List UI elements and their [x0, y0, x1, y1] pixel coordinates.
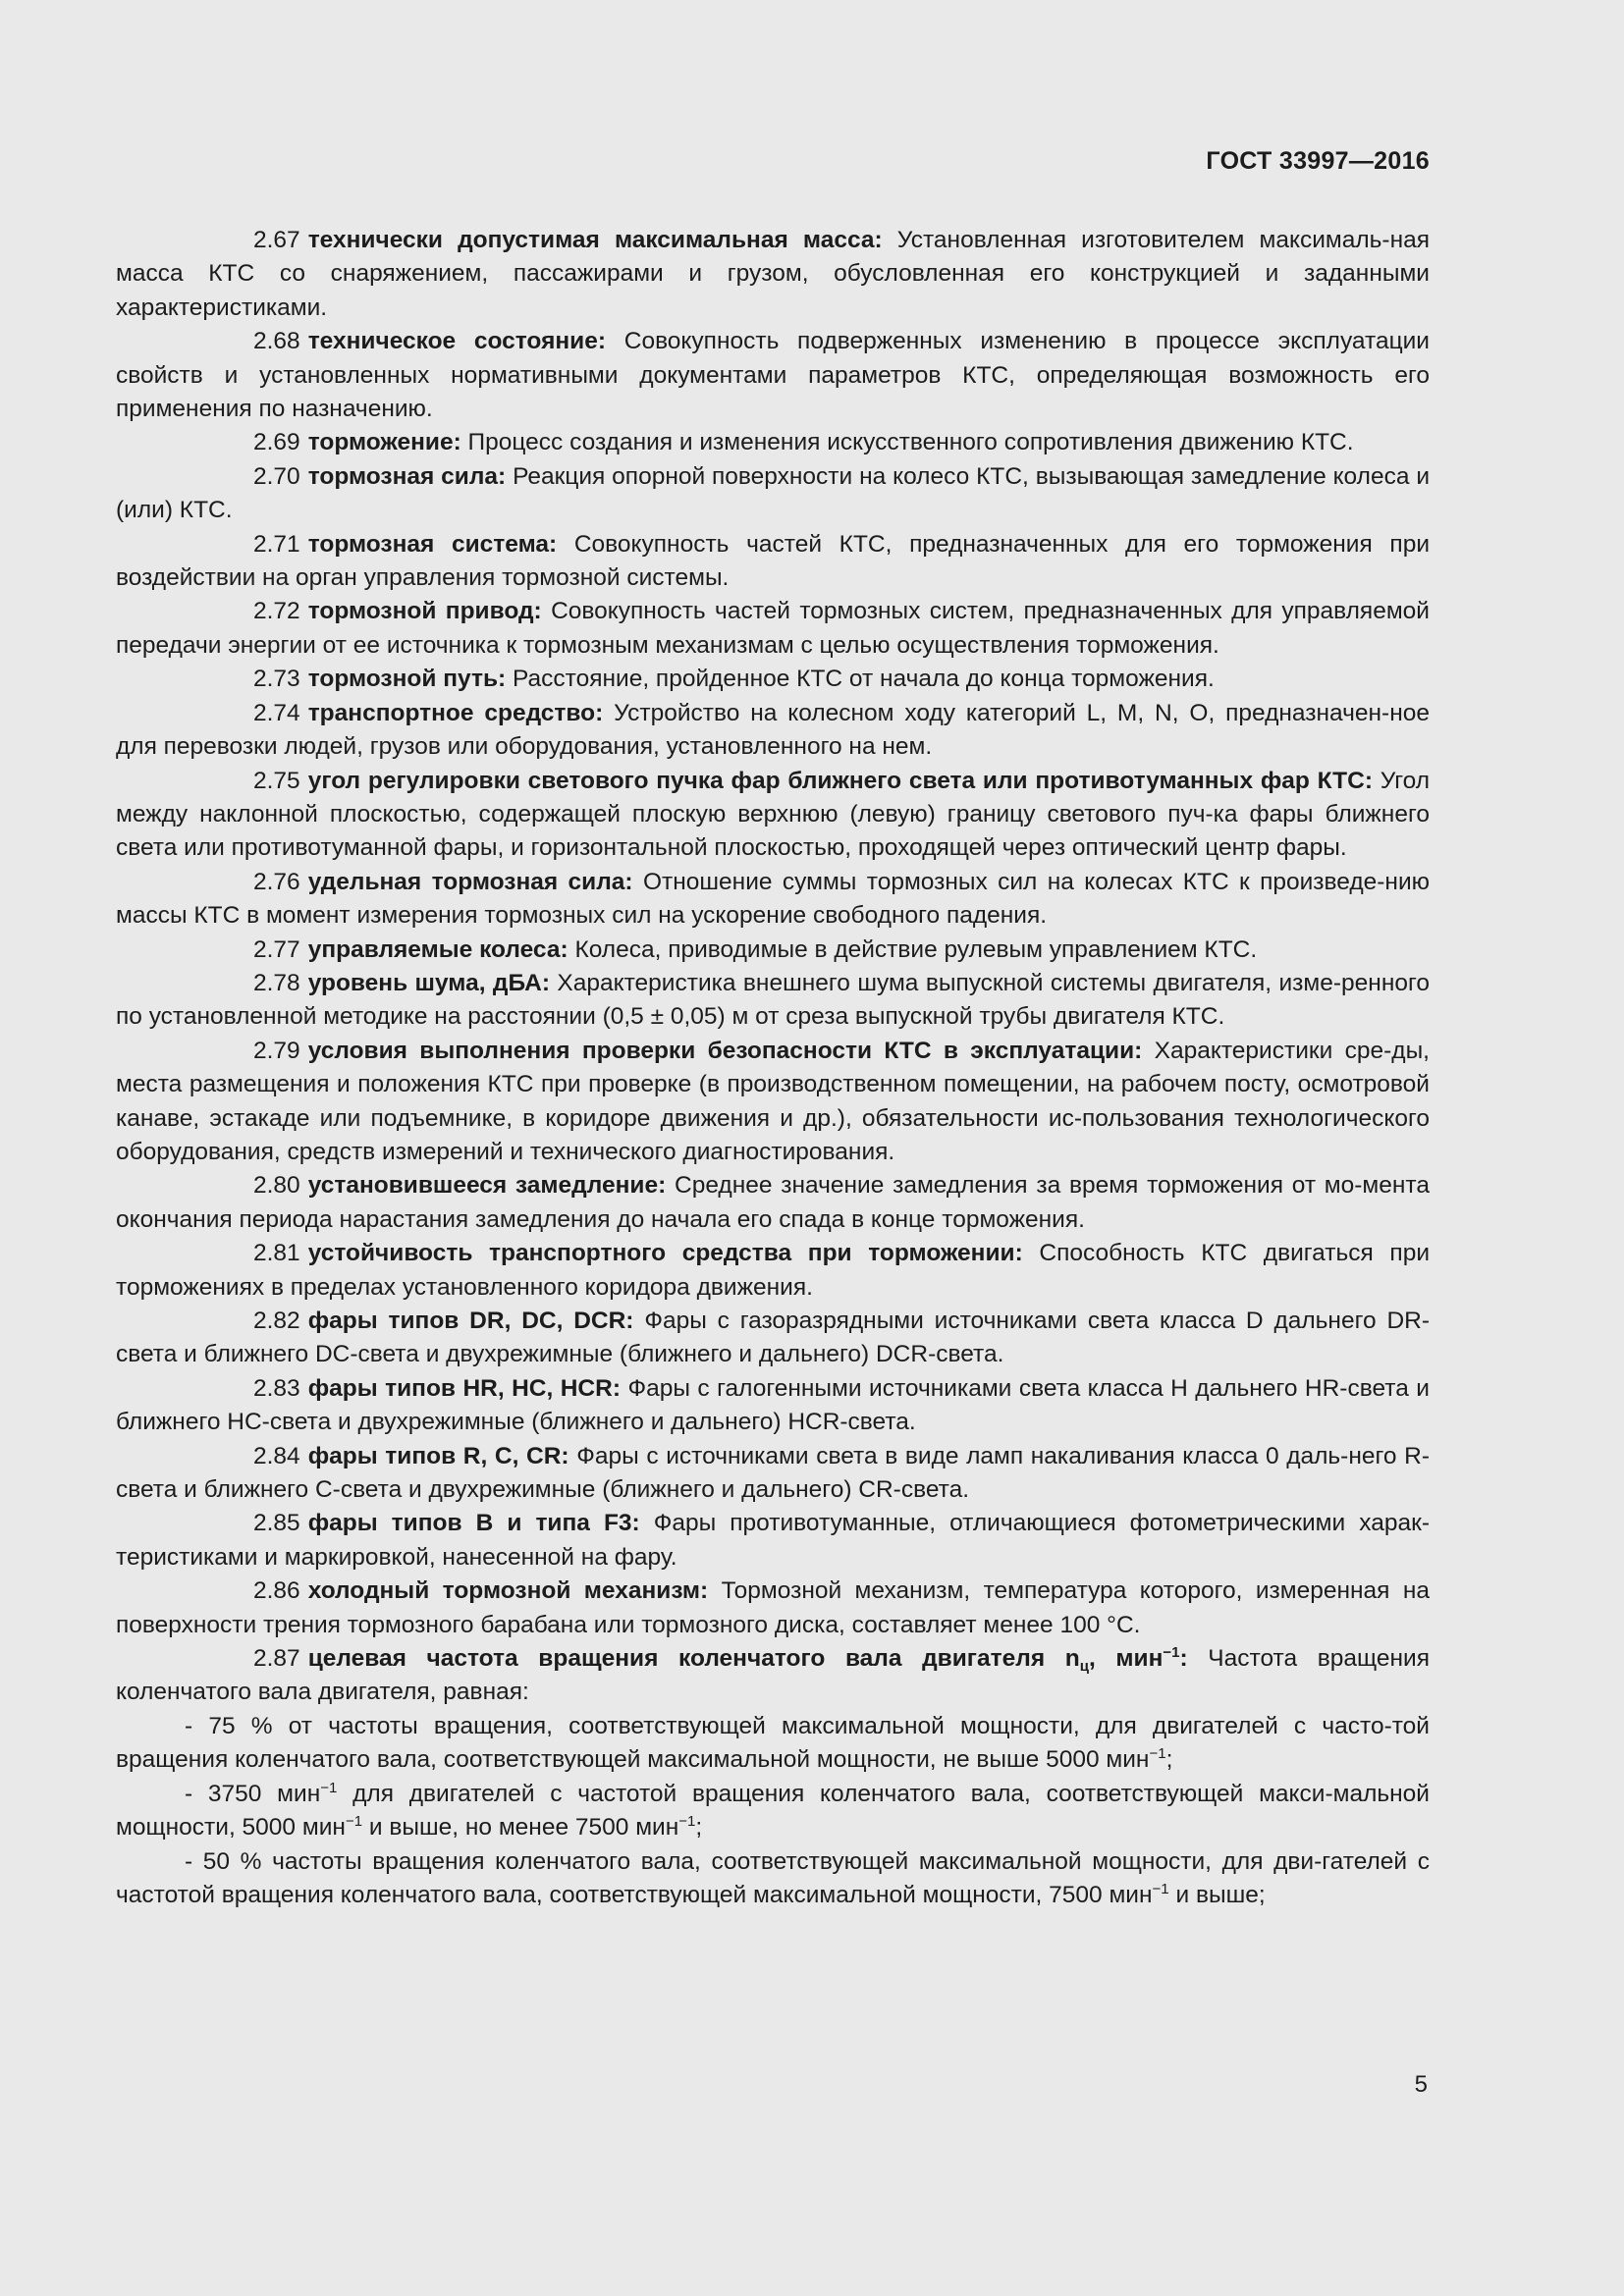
term-number: 2.82: [253, 1308, 300, 1334]
term-title: фары типов B и типа F3:: [307, 1510, 640, 1537]
term-title: холодный тормозной механизм:: [307, 1577, 709, 1605]
term-title: тормозная система:: [307, 530, 558, 558]
term-definition: Способность КТС двигаться при торможениях в пределах установленного коридора движения.: [116, 1240, 1430, 1301]
term-definition: Фары с источниками света в виде ламп накаливания класса 0 даль-него R-света и ближнего C-света и двухрежимные (ближнего и дальнего) CR-света.: [116, 1442, 1431, 1504]
page-number: 5: [1414, 2071, 1428, 2098]
term-subscript: ц: [1079, 1658, 1089, 1676]
superscript: −1: [1152, 1880, 1169, 1897]
term-entry: [116, 325, 1430, 426]
term-entries: [116, 224, 1430, 1642]
term-entry: [116, 1507, 1430, 1575]
term-number: 2.71: [253, 530, 300, 558]
term-number: 2.87: [253, 1645, 300, 1673]
term-superscript: −1: [1163, 1644, 1180, 1662]
term-number: 2.67: [253, 227, 300, 253]
term-entry: [116, 866, 1430, 934]
term-definition: Процесс создания и изменения искусственного сопротивления движению КТС.: [467, 429, 1354, 456]
term-definition: Характеристики сре-ды, места размещения и положения КТС при проверке (в производственном помещении, на рабочем посту, осмотровой канаве, эстакаде или подъемнике, в коридоре движения и др.), обязательности ис-пользования технологического оборудования, средств измерений и технического диагностирования.: [116, 1037, 1430, 1165]
list-item-text: для двигателей с частотой вращения коленчатого вала, соответствующей макси-мальной мощности, 5000 мин: [116, 1780, 1430, 1842]
term-entry: [116, 934, 1430, 967]
term-definition: Фары с газоразрядными источниками света класса D дальнего DR-света и ближнего DC-света и двухрежимные (ближнего и дальнего) DCR-света.: [116, 1308, 1430, 1368]
term-title: фары типов HR, HC, HCR:: [307, 1374, 621, 1402]
term-entry: [116, 967, 1430, 1035]
term-number: 2.81: [253, 1240, 300, 1267]
term-definition: Фары с галогенными источниками света класса H дальнего HR-света и ближнего HC-света и двухрежимные (ближнего и дальнего) HCR-света.: [116, 1374, 1430, 1436]
term-entry: [116, 1237, 1430, 1305]
list-item-text: - 3750 мин: [185, 1780, 321, 1807]
term-entry: [116, 224, 1430, 325]
term-entry: [116, 1440, 1430, 1508]
term-title: условия выполнения проверки безопасности КТС в эксплуатации:: [307, 1037, 1143, 1064]
list-item: [116, 1710, 1430, 1778]
list-item-text: - 75 % от частоты вращения, соответствующей максимальной мощности, для двигателей с часто-той вращения коленчатого вала, соответствующей максимальной мощности, не выше 5000 мин: [116, 1712, 1430, 1774]
list-item-text: и выше, но менее 7500 мин: [362, 1814, 679, 1842]
term-title-part: целевая частота вращения коленчатого вала двигателя n: [307, 1645, 1080, 1673]
term-definition: Установленная изготовителем максималь-ная масса КТС со снаряжением, пассажирами и грузом, обусловленная его конструкцией и заданными характеристиками.: [116, 227, 1430, 321]
term-title: тормозной путь:: [307, 666, 507, 693]
term-entry: [116, 460, 1430, 528]
term-title: тормозная сила:: [307, 462, 507, 490]
term-title-part: :: [1179, 1645, 1188, 1673]
term-number: 2.86: [253, 1577, 300, 1605]
term-number: 2.76: [253, 868, 300, 895]
term-number: 2.69: [253, 429, 300, 456]
list-item: [116, 1845, 1430, 1913]
term-definition: Устройство на колесном ходу категорий L, M, N, O, предназначен-ное для перевозки людей, грузов или оборудования, установленного на нем.: [116, 699, 1430, 761]
term-number: 2.78: [253, 969, 300, 996]
term-entry: [116, 1575, 1430, 1642]
term-entry: [116, 1169, 1430, 1237]
term-entry-2-87: [116, 1642, 1430, 1710]
term-number: 2.83: [253, 1374, 300, 1402]
superscript: −1: [678, 1813, 696, 1831]
term-number: 2.75: [253, 767, 300, 794]
term-definition: Среднее значение замедления за время торможения от мо-мента окончания периода нарастания замедления до начала его спада в конце торможения.: [116, 1172, 1430, 1233]
terms-list: [116, 224, 1430, 1912]
term-number: 2.77: [253, 935, 300, 963]
term-definition: Отношение суммы тормозных сил на колесах КТС к произведе-нию массы КТС в момент измерения тормозных сил на ускорение свободного падения.: [116, 868, 1431, 930]
term-title: транспортное средство:: [307, 699, 604, 726]
term-title: техническое состояние:: [307, 328, 607, 355]
term-entry: [116, 697, 1430, 765]
term-title: фары типов R, C, CR:: [307, 1442, 569, 1469]
term-title: [307, 1644, 1188, 1676]
term-definition: Фары противотуманные, отличающиеся фотометрическими харак-теристиками и маркировкой, нанесенной на фару.: [116, 1510, 1430, 1571]
term-number: 2.85: [253, 1510, 300, 1537]
term-definition: Расстояние, пройденное КТС от начала до конца торможения.: [512, 666, 1215, 693]
term-title: угол регулировки светового пучка фар ближнего света или противотуманных фар КТС:: [307, 767, 1373, 794]
list-item: [116, 1778, 1430, 1845]
term-title: торможение:: [307, 429, 461, 456]
term-entry: [116, 663, 1430, 696]
term-definition: Совокупность частей тормозных систем, предназначенных для управляемой передачи энергии от ее источника к тормозным механизмам с целью осуществления торможения.: [116, 598, 1430, 659]
term-number: 2.72: [253, 598, 300, 625]
term-definition: Характеристика внешнего шума выпускной системы двигателя, изме-ренного по установленной методике на расстоянии (0,5 ± 0,05) м от среза выпускной трубы двигателя КТС.: [116, 969, 1431, 1031]
term-number: 2.84: [253, 1442, 300, 1469]
term-definition: Совокупность частей КТС, предназначенных для его торможения при воздействии на орган управления тормозной системы.: [116, 530, 1430, 592]
list-item-text: - 50 % частоты вращения коленчатого вала, соответствующей максимальной мощности, для дви-гателей с частотой вращения коленчатого вала, соответствующей максимальной мощности, 7500 мин: [116, 1847, 1430, 1908]
term-entry: [116, 595, 1430, 663]
term-entry: [116, 1305, 1430, 1372]
term-number: 2.70: [253, 462, 300, 490]
document-header: ГОСТ 33997—2016: [1206, 147, 1430, 175]
superscript: −1: [320, 1779, 338, 1796]
term-title: тормозной привод:: [307, 598, 542, 625]
superscript: −1: [1149, 1745, 1166, 1763]
term-title: фары типов DR, DC, DCR:: [307, 1308, 634, 1334]
term-definition: Угол между наклонной плоскостью, содержащей плоскую верхнюю (левую) границу светового пуч-ка фары ближнего света или противотуманной фары, и горизонтальной плоскостью, проходящей через оптический центр фары.: [116, 767, 1430, 862]
superscript: −1: [345, 1813, 363, 1831]
list-item-text: и выше;: [1168, 1881, 1266, 1908]
term-number: 2.68: [253, 328, 300, 355]
term-title: удельная тормозная сила:: [307, 868, 633, 895]
term-entry: [116, 765, 1430, 866]
term-title: уровень шума, дБА:: [307, 969, 550, 996]
term-entry: [116, 1372, 1430, 1440]
term-number: 2.80: [253, 1172, 300, 1200]
term-entry: [116, 426, 1430, 459]
term-number: 2.73: [253, 666, 300, 693]
term-title: установившееся замедление:: [307, 1172, 667, 1200]
term-number: 2.74: [253, 699, 300, 726]
term-title: устойчивость транспортного средства при торможении:: [307, 1240, 1023, 1267]
term-title: технически допустимая максимальная масса:: [307, 227, 883, 253]
term-entry: [116, 528, 1430, 596]
term-title: управляемые колеса:: [307, 935, 568, 963]
term-entry: [116, 1035, 1430, 1170]
list-item-text: ;: [695, 1814, 703, 1842]
term-definition: Реакция опорной поверхности на колесо КТС, вызывающая замедление колеса и (или) КТС.: [116, 462, 1431, 524]
term-definition: Совокупность подверженных изменению в процессе эксплуатации свойств и установленных нормативными документами параметров КТС, определяющая возможность его применения по назначению.: [116, 328, 1430, 423]
term-definition: Колеса, приводимые в действие рулевым управлением КТС.: [574, 935, 1258, 963]
list-item-text: ;: [1165, 1746, 1173, 1774]
term-title-part: , мин: [1088, 1645, 1164, 1673]
term-number: 2.79: [253, 1037, 300, 1064]
term-definition: Частота вращения коленчатого вала двигателя, равная:: [116, 1645, 1430, 1706]
term-definition: Тормозной механизм, температура которого, измеренная на поверхности трения тормозного барабана или тормозного диска, составляет менее 100 °С.: [116, 1577, 1430, 1638]
